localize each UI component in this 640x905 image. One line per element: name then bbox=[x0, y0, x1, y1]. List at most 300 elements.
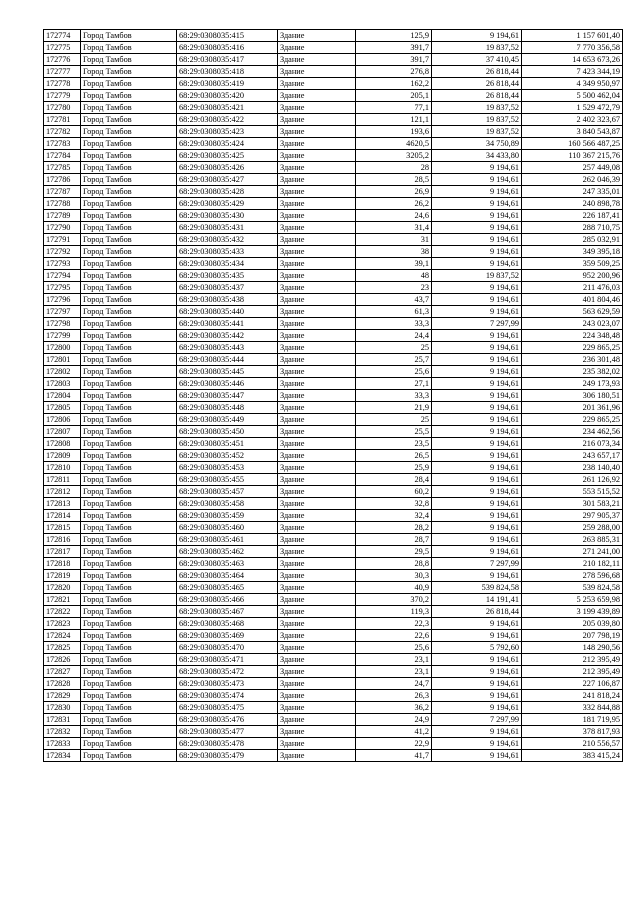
rate-cell: 9 194,61 bbox=[432, 690, 522, 702]
city-cell: Город Тамбов bbox=[81, 738, 177, 750]
cadastral-number-cell: 68:29:0308035:427 bbox=[177, 174, 278, 186]
cadastral-value-cell: 110 367 215,76 bbox=[522, 150, 623, 162]
cadastral-value-cell: 7 423 344,19 bbox=[522, 66, 623, 78]
area-cell: 125,9 bbox=[356, 30, 432, 42]
area-cell: 22,9 bbox=[356, 738, 432, 750]
object-type-cell: Здание bbox=[278, 462, 356, 474]
row-id-cell: 172780 bbox=[44, 102, 81, 114]
object-type-cell: Здание bbox=[278, 426, 356, 438]
object-type-cell: Здание bbox=[278, 114, 356, 126]
table-row bbox=[44, 246, 623, 258]
object-type-cell: Здание bbox=[278, 450, 356, 462]
table-row bbox=[44, 102, 623, 114]
object-type-cell: Здание bbox=[278, 702, 356, 714]
city-cell: Город Тамбов bbox=[81, 114, 177, 126]
cadastral-value-cell: 332 844,88 bbox=[522, 702, 623, 714]
city-cell: Город Тамбов bbox=[81, 378, 177, 390]
cadastral-number-cell: 68:29:0308035:450 bbox=[177, 426, 278, 438]
city-cell: Город Тамбов bbox=[81, 258, 177, 270]
cadastral-value-cell: 259 288,00 bbox=[522, 522, 623, 534]
cadastral-number-cell: 68:29:0308035:478 bbox=[177, 738, 278, 750]
object-type-cell: Здание bbox=[278, 738, 356, 750]
table-row bbox=[44, 738, 623, 750]
table-row bbox=[44, 630, 623, 642]
rate-cell: 9 194,61 bbox=[432, 702, 522, 714]
city-cell: Город Тамбов bbox=[81, 138, 177, 150]
table-row bbox=[44, 234, 623, 246]
object-type-cell: Здание bbox=[278, 282, 356, 294]
city-cell: Город Тамбов bbox=[81, 306, 177, 318]
cadastral-number-cell: 68:29:0308035:420 bbox=[177, 90, 278, 102]
cadastral-number-cell: 68:29:0308035:416 bbox=[177, 42, 278, 54]
object-type-cell: Здание bbox=[278, 498, 356, 510]
row-id-cell: 172829 bbox=[44, 690, 81, 702]
city-cell: Город Тамбов bbox=[81, 294, 177, 306]
table-row bbox=[44, 690, 623, 702]
table-row bbox=[44, 522, 623, 534]
area-cell: 30,3 bbox=[356, 570, 432, 582]
cadastral-value-cell: 288 710,75 bbox=[522, 222, 623, 234]
city-cell: Город Тамбов bbox=[81, 102, 177, 114]
rate-cell: 9 194,61 bbox=[432, 330, 522, 342]
area-cell: 60,2 bbox=[356, 486, 432, 498]
cadastral-value-cell: 401 804,46 bbox=[522, 294, 623, 306]
cadastral-value-cell: 539 824,58 bbox=[522, 582, 623, 594]
area-cell: 28 bbox=[356, 162, 432, 174]
cadastral-value-cell: 278 596,68 bbox=[522, 570, 623, 582]
cadastral-number-cell: 68:29:0308035:479 bbox=[177, 750, 278, 762]
object-type-cell: Здание bbox=[278, 234, 356, 246]
rate-cell: 9 194,61 bbox=[432, 630, 522, 642]
cadastral-number-cell: 68:29:0308035:467 bbox=[177, 606, 278, 618]
area-cell: 22,6 bbox=[356, 630, 432, 642]
area-cell: 25,7 bbox=[356, 354, 432, 366]
object-type-cell: Здание bbox=[278, 78, 356, 90]
rate-cell: 19 837,52 bbox=[432, 270, 522, 282]
table-row bbox=[44, 198, 623, 210]
rate-cell: 9 194,61 bbox=[432, 354, 522, 366]
area-cell: 23,1 bbox=[356, 654, 432, 666]
cadastral-value-cell: 14 653 673,26 bbox=[522, 54, 623, 66]
city-cell: Город Тамбов bbox=[81, 438, 177, 450]
object-type-cell: Здание bbox=[278, 138, 356, 150]
object-type-cell: Здание bbox=[278, 558, 356, 570]
row-id-cell: 172790 bbox=[44, 222, 81, 234]
row-id-cell: 172778 bbox=[44, 78, 81, 90]
object-type-cell: Здание bbox=[278, 666, 356, 678]
cadastral-value-cell: 271 241,00 bbox=[522, 546, 623, 558]
object-type-cell: Здание bbox=[278, 390, 356, 402]
cadastral-value-cell: 249 173,93 bbox=[522, 378, 623, 390]
cadastral-value-cell: 378 817,93 bbox=[522, 726, 623, 738]
table-row bbox=[44, 402, 623, 414]
area-cell: 33,3 bbox=[356, 318, 432, 330]
cadastral-number-cell: 68:29:0308035:423 bbox=[177, 126, 278, 138]
cadastral-value-cell: 257 449,08 bbox=[522, 162, 623, 174]
cadastral-value-cell: 224 348,48 bbox=[522, 330, 623, 342]
rate-cell: 9 194,61 bbox=[432, 222, 522, 234]
cadastral-number-cell: 68:29:0308035:419 bbox=[177, 78, 278, 90]
table-row bbox=[44, 558, 623, 570]
object-type-cell: Здание bbox=[278, 354, 356, 366]
row-id-cell: 172782 bbox=[44, 126, 81, 138]
table-row bbox=[44, 486, 623, 498]
rate-cell: 34 750,89 bbox=[432, 138, 522, 150]
area-cell: 23,5 bbox=[356, 438, 432, 450]
cadastral-number-cell: 68:29:0308035:440 bbox=[177, 306, 278, 318]
row-id-cell: 172816 bbox=[44, 534, 81, 546]
area-cell: 77,1 bbox=[356, 102, 432, 114]
row-id-cell: 172818 bbox=[44, 558, 81, 570]
area-cell: 24,4 bbox=[356, 330, 432, 342]
row-id-cell: 172791 bbox=[44, 234, 81, 246]
area-cell: 121,1 bbox=[356, 114, 432, 126]
rate-cell: 9 194,61 bbox=[432, 414, 522, 426]
cadastral-number-cell: 68:29:0308035:438 bbox=[177, 294, 278, 306]
cadastral-number-cell: 68:29:0308035:417 bbox=[177, 54, 278, 66]
cadastral-value-cell: 181 719,95 bbox=[522, 714, 623, 726]
cadastral-value-cell: 211 476,03 bbox=[522, 282, 623, 294]
area-cell: 119,3 bbox=[356, 606, 432, 618]
rate-cell: 37 410,45 bbox=[432, 54, 522, 66]
row-id-cell: 172801 bbox=[44, 354, 81, 366]
row-id-cell: 172830 bbox=[44, 702, 81, 714]
rate-cell: 9 194,61 bbox=[432, 546, 522, 558]
cadastral-number-cell: 68:29:0308035:459 bbox=[177, 510, 278, 522]
cadastral-value-cell: 349 395,18 bbox=[522, 246, 623, 258]
city-cell: Город Тамбов bbox=[81, 354, 177, 366]
object-type-cell: Здание bbox=[278, 678, 356, 690]
object-type-cell: Здание bbox=[278, 546, 356, 558]
city-cell: Город Тамбов bbox=[81, 162, 177, 174]
row-id-cell: 172834 bbox=[44, 750, 81, 762]
rate-cell: 9 194,61 bbox=[432, 498, 522, 510]
city-cell: Город Тамбов bbox=[81, 270, 177, 282]
rate-cell: 26 818,44 bbox=[432, 78, 522, 90]
row-id-cell: 172774 bbox=[44, 30, 81, 42]
rate-cell: 9 194,61 bbox=[432, 522, 522, 534]
rate-cell: 9 194,61 bbox=[432, 726, 522, 738]
area-cell: 276,8 bbox=[356, 66, 432, 78]
cadastral-number-cell: 68:29:0308035:448 bbox=[177, 402, 278, 414]
cadastral-number-cell: 68:29:0308035:443 bbox=[177, 342, 278, 354]
cadastral-number-cell: 68:29:0308035:463 bbox=[177, 558, 278, 570]
city-cell: Город Тамбов bbox=[81, 558, 177, 570]
cadastral-value-cell: 3 199 439,89 bbox=[522, 606, 623, 618]
table-row bbox=[44, 510, 623, 522]
cadastral-number-cell: 68:29:0308035:422 bbox=[177, 114, 278, 126]
cadastral-number-cell: 68:29:0308035:457 bbox=[177, 486, 278, 498]
table-row bbox=[44, 186, 623, 198]
area-cell: 26,3 bbox=[356, 690, 432, 702]
object-type-cell: Здание bbox=[278, 186, 356, 198]
cadastral-number-cell: 68:29:0308035:447 bbox=[177, 390, 278, 402]
table-row bbox=[44, 438, 623, 450]
rate-cell: 9 194,61 bbox=[432, 210, 522, 222]
table-row bbox=[44, 66, 623, 78]
cadastral-number-cell: 68:29:0308035:434 bbox=[177, 258, 278, 270]
row-id-cell: 172826 bbox=[44, 654, 81, 666]
cadastral-value-cell: 263 885,31 bbox=[522, 534, 623, 546]
table-row bbox=[44, 534, 623, 546]
object-type-cell: Здание bbox=[278, 582, 356, 594]
city-cell: Город Тамбов bbox=[81, 402, 177, 414]
row-id-cell: 172819 bbox=[44, 570, 81, 582]
area-cell: 25 bbox=[356, 342, 432, 354]
area-cell: 31,4 bbox=[356, 222, 432, 234]
row-id-cell: 172817 bbox=[44, 546, 81, 558]
row-id-cell: 172779 bbox=[44, 90, 81, 102]
row-id-cell: 172825 bbox=[44, 642, 81, 654]
area-cell: 25,9 bbox=[356, 462, 432, 474]
cadastral-value-cell: 229 865,25 bbox=[522, 342, 623, 354]
city-cell: Город Тамбов bbox=[81, 618, 177, 630]
city-cell: Город Тамбов bbox=[81, 702, 177, 714]
row-id-cell: 172800 bbox=[44, 342, 81, 354]
rate-cell: 19 837,52 bbox=[432, 102, 522, 114]
rate-cell: 7 297,99 bbox=[432, 714, 522, 726]
document-page bbox=[43, 29, 622, 762]
table-row bbox=[44, 426, 623, 438]
cadastral-number-cell: 68:29:0308035:468 bbox=[177, 618, 278, 630]
table-row bbox=[44, 450, 623, 462]
city-cell: Город Тамбов bbox=[81, 42, 177, 54]
table-row bbox=[44, 390, 623, 402]
row-id-cell: 172815 bbox=[44, 522, 81, 534]
city-cell: Город Тамбов bbox=[81, 630, 177, 642]
rate-cell: 14 191,41 bbox=[432, 594, 522, 606]
cadastral-number-cell: 68:29:0308035:458 bbox=[177, 498, 278, 510]
object-type-cell: Здание bbox=[278, 306, 356, 318]
object-type-cell: Здание bbox=[278, 750, 356, 762]
cadastral-value-cell: 234 462,56 bbox=[522, 426, 623, 438]
cadastral-number-cell: 68:29:0308035:451 bbox=[177, 438, 278, 450]
table-row bbox=[44, 714, 623, 726]
rate-cell: 19 837,52 bbox=[432, 114, 522, 126]
row-id-cell: 172813 bbox=[44, 498, 81, 510]
area-cell: 23 bbox=[356, 282, 432, 294]
rate-cell: 9 194,61 bbox=[432, 678, 522, 690]
cadastral-number-cell: 68:29:0308035:428 bbox=[177, 186, 278, 198]
area-cell: 31 bbox=[356, 234, 432, 246]
cadastral-value-cell: 1 157 601,40 bbox=[522, 30, 623, 42]
row-id-cell: 172784 bbox=[44, 150, 81, 162]
cadastral-number-cell: 68:29:0308035:426 bbox=[177, 162, 278, 174]
rate-cell: 9 194,61 bbox=[432, 450, 522, 462]
table-row bbox=[44, 726, 623, 738]
cadastral-number-cell: 68:29:0308035:471 bbox=[177, 654, 278, 666]
area-cell: 391,7 bbox=[356, 42, 432, 54]
row-id-cell: 172810 bbox=[44, 462, 81, 474]
row-id-cell: 172822 bbox=[44, 606, 81, 618]
area-cell: 3205,2 bbox=[356, 150, 432, 162]
city-cell: Город Тамбов bbox=[81, 246, 177, 258]
area-cell: 370,2 bbox=[356, 594, 432, 606]
city-cell: Город Тамбов bbox=[81, 498, 177, 510]
city-cell: Город Тамбов bbox=[81, 582, 177, 594]
city-cell: Город Тамбов bbox=[81, 570, 177, 582]
row-id-cell: 172831 bbox=[44, 714, 81, 726]
city-cell: Город Тамбов bbox=[81, 66, 177, 78]
row-id-cell: 172789 bbox=[44, 210, 81, 222]
object-type-cell: Здание bbox=[278, 258, 356, 270]
cadastral-number-cell: 68:29:0308035:425 bbox=[177, 150, 278, 162]
row-id-cell: 172832 bbox=[44, 726, 81, 738]
city-cell: Город Тамбов bbox=[81, 510, 177, 522]
row-id-cell: 172802 bbox=[44, 366, 81, 378]
table-row bbox=[44, 162, 623, 174]
rate-cell: 26 818,44 bbox=[432, 66, 522, 78]
row-id-cell: 172806 bbox=[44, 414, 81, 426]
table-row bbox=[44, 330, 623, 342]
city-cell: Город Тамбов bbox=[81, 30, 177, 42]
city-cell: Город Тамбов bbox=[81, 546, 177, 558]
object-type-cell: Здание bbox=[278, 594, 356, 606]
cadastral-number-cell: 68:29:0308035:473 bbox=[177, 678, 278, 690]
row-id-cell: 172823 bbox=[44, 618, 81, 630]
object-type-cell: Здание bbox=[278, 318, 356, 330]
rate-cell: 9 194,61 bbox=[432, 402, 522, 414]
city-cell: Город Тамбов bbox=[81, 414, 177, 426]
table-row bbox=[44, 582, 623, 594]
rate-cell: 9 194,61 bbox=[432, 306, 522, 318]
table-row bbox=[44, 702, 623, 714]
cadastral-value-cell: 212 395,49 bbox=[522, 666, 623, 678]
area-cell: 28,2 bbox=[356, 522, 432, 534]
city-cell: Город Тамбов bbox=[81, 198, 177, 210]
row-id-cell: 172783 bbox=[44, 138, 81, 150]
table-row bbox=[44, 30, 623, 42]
object-type-cell: Здание bbox=[278, 474, 356, 486]
cadastral-value-cell: 7 770 356,58 bbox=[522, 42, 623, 54]
cadastral-value-cell: 4 349 950,97 bbox=[522, 78, 623, 90]
cadastral-number-cell: 68:29:0308035:453 bbox=[177, 462, 278, 474]
cadastral-value-cell: 2 402 323,67 bbox=[522, 114, 623, 126]
table-row bbox=[44, 258, 623, 270]
cadastral-value-cell: 247 335,01 bbox=[522, 186, 623, 198]
rate-cell: 9 194,61 bbox=[432, 198, 522, 210]
cadastral-value-cell: 207 798,19 bbox=[522, 630, 623, 642]
object-type-cell: Здание bbox=[278, 714, 356, 726]
table-body bbox=[44, 30, 623, 762]
object-type-cell: Здание bbox=[278, 270, 356, 282]
area-cell: 25 bbox=[356, 414, 432, 426]
row-id-cell: 172776 bbox=[44, 54, 81, 66]
cadastral-value-cell: 229 865,25 bbox=[522, 414, 623, 426]
area-cell: 39,1 bbox=[356, 258, 432, 270]
area-cell: 33,3 bbox=[356, 390, 432, 402]
area-cell: 32,8 bbox=[356, 498, 432, 510]
area-cell: 28,8 bbox=[356, 558, 432, 570]
cadastral-number-cell: 68:29:0308035:421 bbox=[177, 102, 278, 114]
row-id-cell: 172797 bbox=[44, 306, 81, 318]
row-id-cell: 172788 bbox=[44, 198, 81, 210]
table-row bbox=[44, 306, 623, 318]
city-cell: Город Тамбов bbox=[81, 750, 177, 762]
city-cell: Город Тамбов bbox=[81, 174, 177, 186]
cadastral-number-cell: 68:29:0308035:415 bbox=[177, 30, 278, 42]
cadastral-value-cell: 243 657,17 bbox=[522, 450, 623, 462]
rate-cell: 19 837,52 bbox=[432, 42, 522, 54]
table-row bbox=[44, 282, 623, 294]
row-id-cell: 172824 bbox=[44, 630, 81, 642]
rate-cell: 7 297,99 bbox=[432, 558, 522, 570]
cadastral-value-cell: 160 566 487,25 bbox=[522, 138, 623, 150]
rate-cell: 9 194,61 bbox=[432, 510, 522, 522]
city-cell: Город Тамбов bbox=[81, 234, 177, 246]
cadastral-value-cell: 383 415,24 bbox=[522, 750, 623, 762]
city-cell: Город Тамбов bbox=[81, 78, 177, 90]
rate-cell: 26 818,44 bbox=[432, 606, 522, 618]
area-cell: 36,2 bbox=[356, 702, 432, 714]
table-row bbox=[44, 570, 623, 582]
row-id-cell: 172814 bbox=[44, 510, 81, 522]
rate-cell: 9 194,61 bbox=[432, 570, 522, 582]
area-cell: 38 bbox=[356, 246, 432, 258]
row-id-cell: 172808 bbox=[44, 438, 81, 450]
area-cell: 205,1 bbox=[356, 90, 432, 102]
object-type-cell: Здание bbox=[278, 378, 356, 390]
table-row bbox=[44, 618, 623, 630]
rate-cell: 9 194,61 bbox=[432, 390, 522, 402]
cadastral-number-cell: 68:29:0308035:430 bbox=[177, 210, 278, 222]
area-cell: 391,7 bbox=[356, 54, 432, 66]
city-cell: Город Тамбов bbox=[81, 594, 177, 606]
table-row bbox=[44, 174, 623, 186]
table-row bbox=[44, 78, 623, 90]
table-row bbox=[44, 666, 623, 678]
rate-cell: 9 194,61 bbox=[432, 246, 522, 258]
cadastral-number-cell: 68:29:0308035:437 bbox=[177, 282, 278, 294]
table-row bbox=[44, 498, 623, 510]
object-type-cell: Здание bbox=[278, 126, 356, 138]
area-cell: 41,2 bbox=[356, 726, 432, 738]
city-cell: Город Тамбов bbox=[81, 210, 177, 222]
cadastral-value-cell: 261 126,92 bbox=[522, 474, 623, 486]
cadastral-number-cell: 68:29:0308035:441 bbox=[177, 318, 278, 330]
city-cell: Город Тамбов bbox=[81, 342, 177, 354]
object-type-cell: Здание bbox=[278, 486, 356, 498]
table-row bbox=[44, 462, 623, 474]
city-cell: Город Тамбов bbox=[81, 426, 177, 438]
cadastral-number-cell: 68:29:0308035:435 bbox=[177, 270, 278, 282]
cadastral-number-cell: 68:29:0308035:424 bbox=[177, 138, 278, 150]
rate-cell: 9 194,61 bbox=[432, 294, 522, 306]
object-type-cell: Здание bbox=[278, 54, 356, 66]
area-cell: 28,4 bbox=[356, 474, 432, 486]
area-cell: 41,7 bbox=[356, 750, 432, 762]
object-type-cell: Здание bbox=[278, 438, 356, 450]
cadastral-value-cell: 235 382,02 bbox=[522, 366, 623, 378]
object-type-cell: Здание bbox=[278, 30, 356, 42]
rate-cell: 9 194,61 bbox=[432, 186, 522, 198]
table-row bbox=[44, 54, 623, 66]
city-cell: Город Тамбов bbox=[81, 222, 177, 234]
cadastral-value-cell: 212 395,49 bbox=[522, 654, 623, 666]
cadastral-value-cell: 5 500 462,04 bbox=[522, 90, 623, 102]
rate-cell: 9 194,61 bbox=[432, 534, 522, 546]
rate-cell: 9 194,61 bbox=[432, 654, 522, 666]
area-cell: 4620,5 bbox=[356, 138, 432, 150]
area-cell: 29,5 bbox=[356, 546, 432, 558]
city-cell: Город Тамбов bbox=[81, 366, 177, 378]
cadastral-value-cell: 201 361,96 bbox=[522, 402, 623, 414]
cadastral-number-cell: 68:29:0308035:475 bbox=[177, 702, 278, 714]
cadastral-number-cell: 68:29:0308035:469 bbox=[177, 630, 278, 642]
cadastral-value-cell: 1 529 472,79 bbox=[522, 102, 623, 114]
cadastral-value-cell: 306 180,51 bbox=[522, 390, 623, 402]
rate-cell: 9 194,61 bbox=[432, 474, 522, 486]
